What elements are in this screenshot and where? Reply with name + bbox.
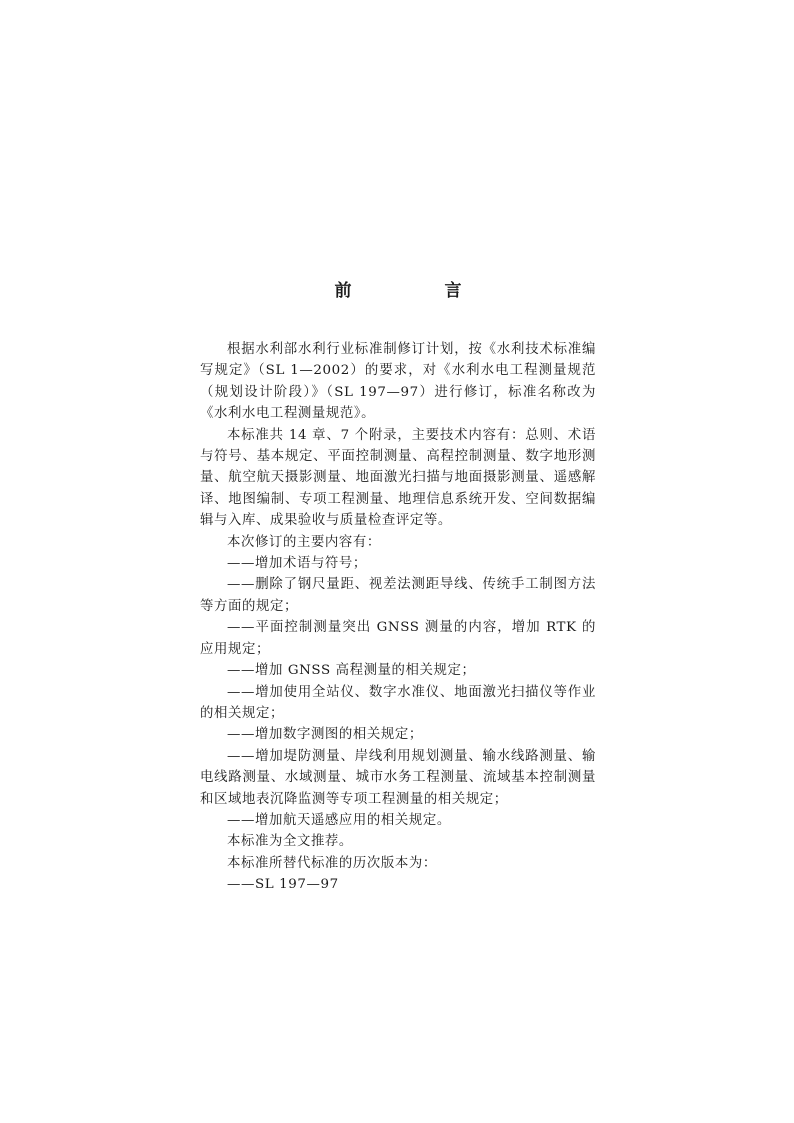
paragraph-revision-basis: 根据水利部水利行业标准制修订计划，按《水利技术标准编写规定》（SL 1—2002）的要求，对《水利水电工程测量规范（规划设计阶段）》（SL 197—97）进行修订，标准名称改为《水利水电工程测量规范》。: [200, 342, 596, 422]
list-item: ——SL 197—97: [227, 877, 339, 893]
list-item: ——删除了钢尺量距、视差法测距导线、传统手工制图方法等方面的规定；: [200, 577, 596, 614]
list-item: ——增加堤防测量、岸线利用规划测量、输水线路测量、输电线路测量、水域测量、城市水务工程测量、流域基本控制测量和区域地表沉降监测等专项工程测量的相关规定；: [200, 748, 596, 807]
paragraph-history-intro: 本标准所替代标准的历次版本为：: [227, 855, 437, 871]
document-page: [200, 276, 596, 896]
list-item: ——增加 GNSS 高程测量的相关规定；: [227, 663, 476, 679]
document-body: [200, 339, 596, 896]
paragraph-recommendation: 本标准为全文推荐。: [227, 834, 353, 850]
list-item: ——增加术语与符号；: [227, 556, 367, 572]
page-title: 前 言: [334, 281, 500, 301]
list-item: ——增加数字测图的相关规定；: [227, 727, 423, 743]
paragraph-changes-intro: 本次修订的主要内容有：: [227, 534, 381, 550]
list-item: ——增加航天遥感应用的相关规定。: [227, 812, 451, 828]
paragraph-content-summary: 本标准共 14 章、7 个附录，主要技术内容有：总则、术语与符号、基本规定、平面控制测量、高程控制测量、数字地形测量、航空航天摄影测量、地面激光扫描与地面摄影测量、遥感解译、地图编制、专项工程测量、地理信息系统开发、空间数据编辑与入库、成果验收与质量检查评定等。: [200, 427, 596, 529]
list-item: ——增加使用全站仪、数字水准仪、地面激光扫描仪等作业的相关规定；: [200, 684, 596, 721]
list-item: ——平面控制测量突出 GNSS 测量的内容，增加 RTK 的应用规定；: [200, 620, 596, 657]
